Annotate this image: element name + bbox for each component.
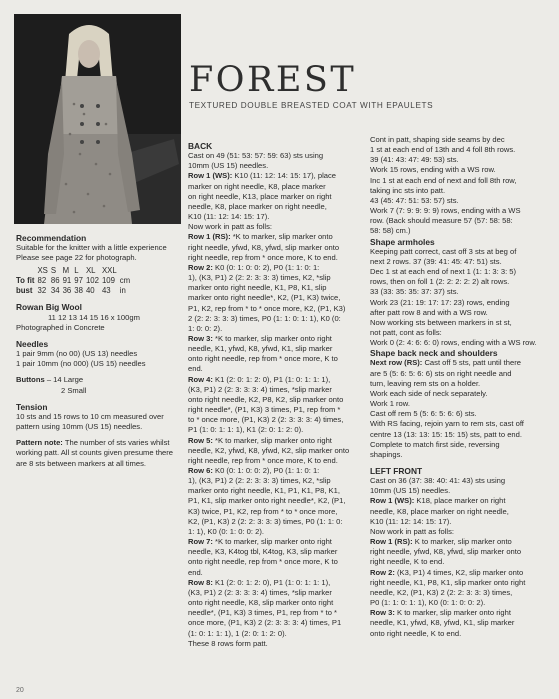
sizes-table [16,266,133,296]
back-heading: BACK [188,141,213,151]
buttons-line [16,375,188,385]
row-text: Cast off 5 sts, patt until there [424,358,521,368]
size-cell: 40 [85,286,95,296]
size-cell: 32 [37,286,47,296]
coat-illustration [14,14,181,224]
instruction-line: right needle, K to end. [370,557,445,567]
yarn-colour: Photographed in Concrete [16,322,105,332]
row-text: K18, place marker on right [416,496,506,506]
instruction-line: needle, K3, K4tog tbl, K4tog, K3, slip marker [188,547,338,557]
tension-line: pattern using 10mm (US 15) needles. [16,422,143,432]
instruction-line: Work 23 (21: 19: 17: 17: 23) rows, ending [370,297,510,307]
row-text: *K to marker, slip marker onto [232,232,333,242]
instruction-line: marker onto right needle, K1, P8, K1, slip [188,283,327,293]
instruction-line: Cast off rem 5 (5: 6: 5: 6: 6) sts. [370,409,477,419]
instruction-line: 39 (41: 43: 47: 49: 53) sts. [370,155,459,165]
instruction-line: 58: 58) cm.) [370,226,411,236]
pattern-title: FOREST [189,60,357,100]
row-label: Row 3: [370,608,398,618]
instruction-line: right needle, yfwd, K8, yfwd, slip marker onto [188,242,340,252]
instruction-line: 1), (K3, P1) 2 (2: 2: 3: 3: 3) times, K2, *slip [188,273,331,283]
instruction-line [370,608,552,618]
pattern-note-text: The number of sts varies whilst [64,438,170,448]
instruction-line: Now work in patt as folls: [188,222,272,232]
pattern-note-line: are 8 sts between markers at all times. [16,458,146,468]
instruction-line: needle, K1, yfwd, K8, yfwd, K1, slip marker [188,344,333,354]
size-cell: M [62,266,70,276]
instruction-line: right needle*, (P1, K3) 3 times, P1, rep from * [188,405,341,415]
instruction-line: Cast on 49 (51: 53: 57: 59: 63) sts using [188,151,324,161]
instruction-line: onto right needle, K to end. [370,628,462,638]
instruction-line: 1: 1), K0 (0: 1: 0: 0: 2). [188,526,264,536]
size-cell: XS [37,266,48,276]
instruction-line: Work 1 row. [370,399,410,409]
instruction-line [188,537,368,547]
instruction-line: 1), (K3, P1) 2 (2: 2: 3: 3: 3) times, K2, *slip [188,476,331,486]
sub-heading: Shape back neck and shoulders [370,348,498,359]
instruction-line: needle, K8, place marker on right needle, [188,201,327,211]
row-text: K0 (0: 1: 0: 0: 2), P0 (1: 1: 0: 1: [215,262,320,272]
buttons-large: – 14 Large [46,375,84,385]
row-label: Row 3: [188,333,216,343]
row-label: Next row (RS): [370,358,425,368]
instruction-line: Work 7 (7: 9: 9: 9: 9) rows, ending with a WS [370,206,521,216]
instruction-line: once more, (P1, K3) 2 (2: 3: 3: 3: 4) times, P1 [188,618,342,628]
instruction-line: after patt row 8 and with a WS row. [370,307,488,317]
instruction-line: Cast on 36 (37: 38: 40: 41: 43) sts using [370,476,506,486]
recommendation-line: Please see page 22 for photograph. [16,253,137,263]
instruction-line [188,375,368,385]
pattern-note [16,438,188,448]
size-cell: 82 [37,276,47,286]
row-label: Row 1 (WS): [188,171,235,181]
row-label: Row 7: [188,537,216,547]
row-label: Row 8: [188,577,216,587]
row-text: K1 (2: 0: 1: 2: 0), P1 (1: 0: 1: 1: 1), [215,374,331,384]
instruction-line: K3) twice, P1, K2, rep from * to * once more, [188,506,338,516]
pattern-note-label: Pattern note: [16,438,63,448]
instruction-line [370,358,552,368]
row-label: Row 1 (RS): [370,537,415,547]
instruction-line [188,171,368,181]
sub-heading: Shape armholes [370,236,435,247]
tension-line: 10 sts and 15 rows to 10 cm measured over [16,411,164,421]
size-cell: 102 [85,276,99,286]
size-row-label: To fit [16,276,35,286]
instruction-line: needle, K1, yfwd, K8, yfwd, K1, slip marker [370,618,515,628]
row-label: Row 4: [188,374,216,384]
size-row-label: bust [16,286,33,296]
sizes-header-row [16,266,133,276]
instruction-line: 43 (45: 47: 51: 53: 57) sts. [370,195,459,205]
instruction-line: K2, (P1, K3) 2 (2: 2: 3: 3: 3) times, P0 (1: 1: 0: [188,516,343,526]
instruction-line: Work 0 (2: 4: 6: 6: 0) rows, ending with a WS row. [370,338,537,348]
sub-heading: LEFT FRONT [370,466,423,476]
size-cell [120,266,133,276]
instruction-line: Cont in patt, shaping side seams by dec [370,135,505,144]
instruction-line: taking inc sts into patt. [370,185,446,195]
instruction-line: onto right needle, K2, P8, K2, slip marker onto [188,394,344,404]
instruction-line: Keeping patt correct, cast off 3 sts at beg of [370,246,517,256]
yarn-heading: Rowan Big Wool [16,302,82,313]
row-text: K10 (11: 12: 14: 15: 17), place [234,171,337,181]
instruction-line: P0 (1: 1: 0: 1: 1), K0 (0: 1: 0: 0: 2). [370,598,486,608]
instruction-line: onto right needle, K8, slip marker onto right [188,598,334,608]
continued-instructions [370,135,552,639]
instruction-line: (1: 0: 1: 1: 1), 1 (2: 0: 1: 2: 0). [188,628,287,638]
needles-line: 1 pair 9mm (no 00) (US 13) needles [16,349,138,359]
instruction-line: 1: 0: 0: 2). [188,323,223,333]
instruction-line: end. [188,567,203,577]
instruction-line: right needle, rep from * once more, K to end. [188,455,338,465]
row-label: Row 1 (RS): [188,232,233,242]
model-photo [14,14,181,224]
instruction-line: centre 13 (13: 13: 15: 15: 15) sts, patt to end. [370,429,522,439]
needles-heading: Needles [16,338,49,349]
size-cell: XL [85,266,96,276]
instruction-line: right needle, rep from * once more, K to end. [188,252,338,262]
instruction-line: Dec 1 st at each end of next 1 (1: 1: 3: 3: 5) [370,267,517,277]
needles-line: 1 pair 10mm (no 000) (US 15) needles [16,359,146,369]
instruction-line [188,232,368,242]
size-cell: L [74,266,79,276]
instruction-line: With RS facing, rejoin yarn to rem sts, cast off [370,419,524,429]
instruction-line: K10 (11: 12: 14: 15: 17). [188,212,270,222]
instruction-line: marker onto right needle*, K2, (P1, K3) twice, [188,293,341,303]
instruction-line: P1 (1: 0: 1: 1: 1), K1 (2: 0: 1: 2: 0). [188,425,304,435]
yarn-quantities: 11 12 13 14 15 16 x 100gm [48,312,140,322]
instruction-line: P1, K2, rep from * to * once more, K2, (P1, K3) [188,303,346,313]
instruction-line: are 5 (5: 6: 5: 6: 6) sts on right needle and [370,368,512,378]
instruction-line: K10 (11: 12: 14: 15: 17). [370,516,452,526]
size-cell: in [119,286,126,296]
recommendation-line: Suitable for the knitter with a little experience [16,243,167,253]
size-cell: 109 [101,276,115,286]
instruction-line: 10mm (US 15) needles. [188,161,269,171]
instruction-line [188,263,368,273]
instruction-line [188,334,368,344]
instruction-line: marker on right needle, K8, place marker [188,181,326,191]
size-cell: 36 [62,286,72,296]
size-cell: 97 [74,276,83,286]
row-text: (K3, P1) 4 times, K2, slip marker onto [397,567,524,577]
size-cell: 43 [101,286,111,296]
instruction-line: needle, K2, (P1, K3) 2 (2: 2: 3: 3: 3) times, [370,587,513,597]
instruction-line: needle*, (P1, K3) 3 times, P1, rep from * to * [188,608,337,618]
instruction-line: needle, K2, yfwd, K8, yfwd, K2, slip marker onto [188,445,350,455]
instruction-line: Complete to match first side, reversing [370,439,500,449]
row-label: Row 1 (WS): [370,496,417,506]
instruction-line: Work 15 rows, ending with a WS row. [370,165,496,175]
instruction-line: onto right needle, rep from * once more, K to [188,557,338,567]
buttons-small: 2 Small [61,385,87,395]
row-label: Row 2: [188,262,216,272]
instruction-line: right needle, K1, P8, K1, slip marker onto right [370,577,526,587]
row-label: Row 2: [370,567,398,577]
instruction-line: marker onto right needle, K1, P1, K1, P8, K1, [188,486,340,496]
size-cell: 86 [50,276,60,286]
row-text: *K to marker, slip marker onto right [215,435,332,445]
instruction-line: Inc 1 st at each end of next and foll 8th row, [370,175,517,185]
sizes-row [16,276,133,286]
back-instructions [188,151,368,649]
instruction-line [188,436,368,446]
buttons-label: Buttons [16,375,45,385]
row-label: Row 6: [188,466,216,475]
instruction-line: next 2 rows. 37 (39: 41: 45: 47: 51) sts. [370,256,502,266]
instruction-line: on right needle, K13, place marker on right [188,191,332,201]
row-text: *K to marker, slip marker onto right [215,537,332,547]
page-number: 20 [16,687,24,694]
row-label: Row 5: [188,435,216,445]
recommendation-heading: Recommendation [16,233,87,243]
instruction-line [188,466,368,476]
row-text: K1 (2: 0: 1: 2: 0), P1 (1: 0: 1: 1: 1), [215,577,331,587]
size-cell: XXL [101,266,117,276]
instruction-line: needle, K8, place marker on right needle, [370,506,509,516]
instruction-line: onto right needle, rep from * once more, K to [188,354,338,364]
instruction-line: shapings. [370,449,403,459]
sizes-row [16,286,133,296]
row-text: K0 (0: 1: 0: 0: 2), P0 (1: 1: 0: 1: [215,466,320,475]
instruction-line: not patt, cont as folls: [370,327,442,337]
instruction-line [188,578,368,588]
instruction-line: 33 (33: 35: 35: 37: 37) sts. [370,287,459,297]
instruction-line: (K3, P1) 2 (2: 3: 3: 3: 4) times, *slip marker [188,384,332,394]
pattern-subtitle: TEXTURED DOUBLE BREASTED COAT WITH EPAULETS [189,101,434,110]
instruction-line: 2 (2: 2: 3: 3: 3) times, P0 (1: 1: 0: 1: 1), K0 (0: [188,313,341,323]
instruction-line [370,568,552,578]
instruction-line: 10mm (US 15) needles. [370,486,451,496]
instruction-line: Work each side of neck separately. [370,388,488,398]
instruction-line: Now work in patt as folls: [370,526,454,536]
instruction-line: end. [188,364,203,374]
instruction-line: row. (Back should measure 57 (57: 58: 58: [370,216,513,226]
instruction-line [370,537,552,547]
instruction-line: turn, leaving rem sts on a holder. [370,378,481,388]
pattern-note-line: working patt. All st counts given presume there [16,448,174,458]
left-column [16,233,188,469]
size-cell: 34 [50,286,60,296]
back-instructions-column [188,141,368,649]
instruction-line [370,496,552,506]
size-cell: 38 [74,286,83,296]
instruction-line: rows, then on foll 1 (2: 2: 2: 2: 2) alt rows. [370,277,510,287]
tension-heading: Tension [16,401,48,412]
row-text: K to marker, slip marker onto [414,537,512,547]
row-text: *K to marker, slip marker onto right [215,333,332,343]
instruction-line: 1 st at each end of 13th and 4 foll 8th rows. [370,145,516,155]
instruction-line: to * once more, (P1, K3) 2 (2: 3: 3: 3: 4) times, [188,415,344,425]
size-cell: 91 [62,276,72,286]
instruction-line: P1, K1, slip marker onto right needle*, K2, (P1, [188,496,346,506]
size-cell: cm [119,276,131,286]
continued-instructions-column [370,135,552,639]
instruction-line: Now working sts between markers in st st, [370,317,512,327]
size-cell: S [50,266,57,276]
instruction-line: right needle, yfwd, K8, yfwd, slip marker onto [370,547,522,557]
size-cell [16,266,37,276]
instruction-line: (K3, P1) 2 (2: 3: 3: 3: 4) times, *slip marker [188,587,332,597]
row-text: K to marker, slip marker onto right [397,608,511,618]
instruction-line: These 8 rows form patt. [188,638,268,648]
